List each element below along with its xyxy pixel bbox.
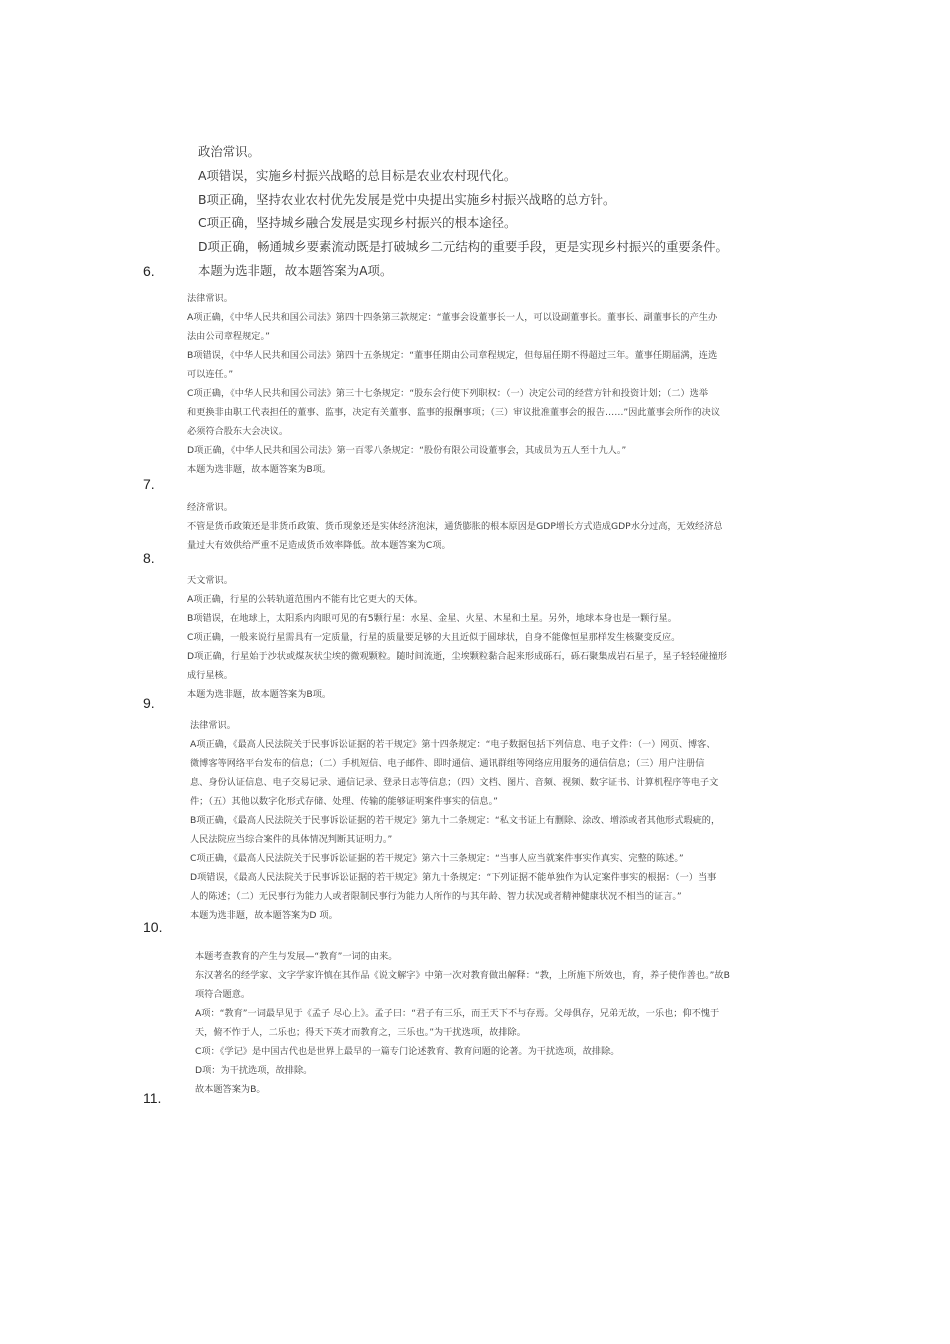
explanation-line: C项正确，《最高人民法院关于民事诉讼证据的若干规定》第六十三条规定：“当事人应当就案件事实作真实、完整的陈述。” xyxy=(190,853,684,864)
explanation-line: A项正确，《中华人民共和国公司法》第四十四条第三款规定：“董事会设董事长一人，可以设副董事长。董事长、副董事长的产生办 xyxy=(187,312,718,323)
explanation-line: 件；（五）其他以数字化形式存储、处理、传输的能够证明案件事实的信息。” xyxy=(190,796,498,807)
explanation-line: 经济常识。 xyxy=(187,502,233,513)
explanation-line: 项符合题意。 xyxy=(195,989,251,1000)
explanation-line: A项正确，《最高人民法院关于民事诉讼证据的若干规定》第十四条规定：“电子数据包括下列信息、电子文件：（一）网页、博客、 xyxy=(190,739,716,750)
explanation-line: B项正确，《最高人民法院关于民事诉讼证据的若干规定》第九十二条规定：“私文书证上有删除、涂改、增添或者其他形式瑕疵的， xyxy=(190,815,721,826)
question-number-8: 8. xyxy=(143,550,155,566)
explanation-line: 法律常识。 xyxy=(190,720,236,731)
answer-explanation-10 xyxy=(195,947,730,1099)
question-number-11: 11. xyxy=(143,1090,162,1106)
explanation-line: 本题为选非题，故本题答案为A项。 xyxy=(198,262,393,278)
explanation-line: D项正确，《中华人民共和国公司法》第一百零八条规定：“股份有限公司设董事会，其成员为五人至十九人。” xyxy=(187,445,627,456)
explanation-line: 必须符合股东大会决议。 xyxy=(187,426,289,437)
answer-explanation-7 xyxy=(187,498,723,555)
explanation-line: 法律常识。 xyxy=(187,293,233,304)
explanation-line: B项正确，坚持农业农村优先发展是党中央提出实施乡村振兴战略的总方针。 xyxy=(198,191,616,207)
explanation-line: 可以连任。” xyxy=(187,369,234,380)
explanation-line: 本题为选非题，故本题答案为B项。 xyxy=(187,689,332,700)
explanation-line: 不管是货币政策还是非货币政策、货币现象还是实体经济泡沫，通货膨胀的根本原因是GDP增长方式造成GDP水分过高，无效经济总 xyxy=(187,521,723,532)
explanation-line: C项正确，一般来说行星需具有一定质量，行星的质量要足够的大且近似于圆球状，自身不能像恒星那样发生核聚变反应。 xyxy=(187,632,681,643)
explanation-line: 息、身份认证信息、电子交易记录、通信记录、登录日志等信息；（四）文档、图片、音频、视频、数字证书、计算机程序等电子文 xyxy=(190,777,719,788)
explanation-line: 本题考查教育的产生与发展—“教育”一词的由来。 xyxy=(195,951,398,962)
explanation-line: 和更换非由职工代表担任的董事、监事，决定有关董事、监事的报酬事项；（三）审议批准董事会的报告……”因此董事会所作的决议 xyxy=(187,407,721,418)
explanation-line: 法由公司章程规定。” xyxy=(187,331,270,342)
explanation-line: 微博客等网络平台发布的信息；（二）手机短信、电子邮件、即时通信、通讯群组等网络应用服务的通信信息；（三）用户注册信 xyxy=(190,758,705,769)
explanation-line: B项错误，在地球上，太阳系内肉眼可见的有5颗行星：水星、金星、火星、木星和土星。另外，地球本身也是一颗行星。 xyxy=(187,613,677,624)
explanation-line: 人的陈述；（二）无民事行为能力人或者限制民事行为能力人所作的与其年龄、智力状况或者精神健康状况不相当的证言。” xyxy=(190,891,682,902)
explanation-line: D项正确，畅通城乡要素流动既是打破城乡二元结构的重要手段，更是实现乡村振兴的重要条件。 xyxy=(198,239,728,255)
explanation-line: D项错误，《最高人民法院关于民事诉讼证据的若干规定》第九十条规定：“下列证据不能单独作为认定案件事实的根据：（一）当事 xyxy=(190,872,717,883)
explanation-line: C项：《学记》是中国古代也是世界上最早的一篇专门论述教育、教育问题的论著。为干扰选项，故排除。 xyxy=(195,1046,620,1057)
explanation-line: 本题为选非题，故本题答案为B项。 xyxy=(187,464,332,475)
explanation-line: 故本题答案为B。 xyxy=(195,1084,266,1095)
explanation-line: D项正确，行星始于沙状或煤灰状尘埃的微观颗粒。随时间流逝，尘埃颗粒黏合起来形成砾石，砾石聚集成岩石星子，星子轻轻碰撞形 xyxy=(187,651,727,662)
explanation-line: 本题为选非题，故本题答案为D 项。 xyxy=(190,910,338,921)
answer-explanation-6 xyxy=(187,289,720,479)
answer-explanation-9 xyxy=(190,716,720,925)
question-number-10: 10. xyxy=(143,919,163,935)
explanation-line: 成行星核。 xyxy=(187,670,233,681)
explanation-line: D项：为干扰选项，故排除。 xyxy=(195,1065,313,1076)
explanation-line: C项正确，《中华人民共和国公司法》第三十七条规定：“股东会行使下列职权：（一）决定公司的经营方针和投资计划；（二）选举 xyxy=(187,388,709,399)
explanation-line: 人民法院应当综合案件的具体情况判断其证明力。” xyxy=(190,834,393,845)
explanation-line: A项错误，实施乡村振兴战略的总目标是农业农村现代化。 xyxy=(198,167,517,183)
explanation-line: 东汉著名的经学家、文字学家许慎在其作品《说文解字》中第一次对教育做出解释：“教，上所施下所效也，育，养子使作善也。”故B xyxy=(195,970,730,981)
answer-explanation-8 xyxy=(187,571,727,704)
question-number-6: 6. xyxy=(143,263,155,279)
explanation-line: 天文常识。 xyxy=(187,575,233,586)
explanation-line: 政治常识。 xyxy=(198,144,260,159)
question-number-9: 9. xyxy=(143,695,155,711)
explanation-line: 量过大有效供给严重不足造成货币效率降低。故本题答案为C项。 xyxy=(187,540,451,551)
explanation-line: B项错误，《中华人民共和国公司法》第四十五条规定：“董事任期由公司章程规定，但每届任期不得超过三年。董事任期届满，连选 xyxy=(187,350,718,361)
explanation-line: A项正确，行星的公转轨道范围内不能有比它更大的天体。 xyxy=(187,594,423,605)
explanation-line: A项：“教育”一词最早见于《孟子 尽心上》。孟子曰：“君子有三乐，而王天下不与存焉。父母俱存，兄弟无故，一乐也；仰不愧于 xyxy=(195,1008,720,1019)
explanation-line: 天，俯不怍于人，二乐也；得天下英才而教育之，三乐也。”为干扰选项，故排除。 xyxy=(195,1027,526,1038)
question-number-7: 7. xyxy=(143,476,155,492)
explanation-line: C项正确，坚持城乡融合发展是实现乡村振兴的根本途径。 xyxy=(198,215,517,231)
answer-explanation-5 xyxy=(198,140,728,283)
